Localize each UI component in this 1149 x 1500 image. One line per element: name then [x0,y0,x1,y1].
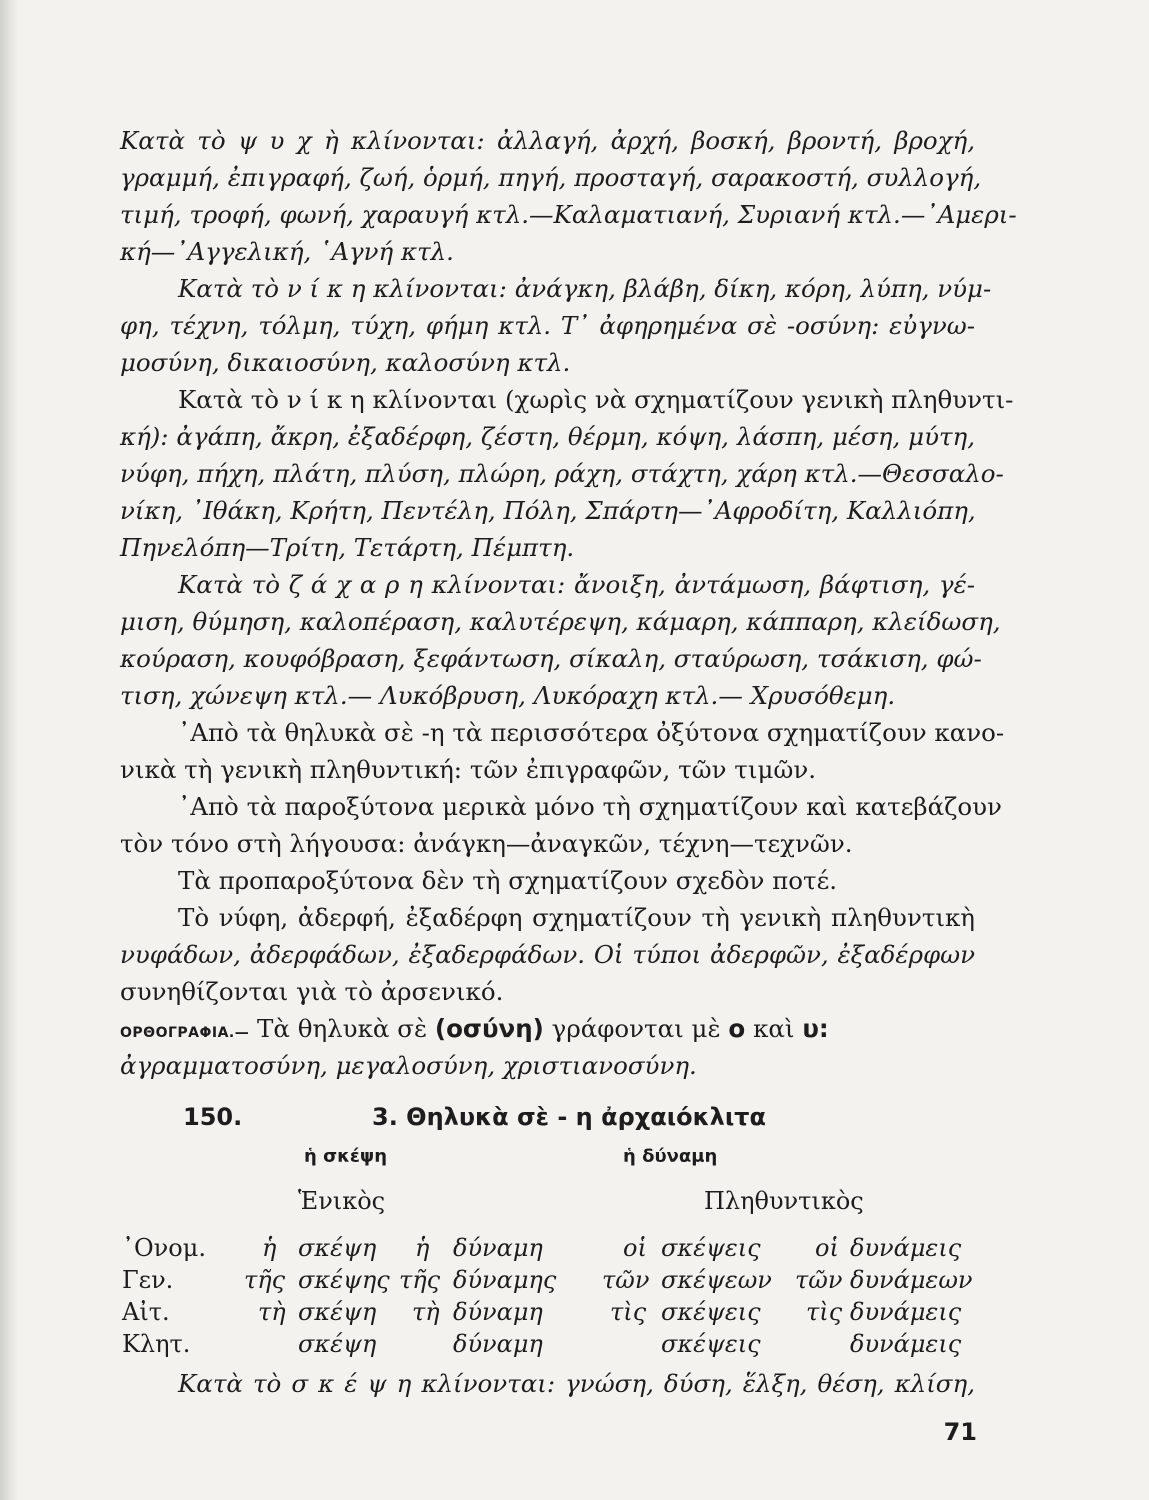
text-line: ᾿Απὸ τὰ παροξύτονα μερικὰ μόνο τὴ σχηματίζουν καὶ κατεβάζουν [178,792,1002,821]
text-line: τιση, χώνεψη κτλ.— Λυκόβρυση, Λυκόραχη κτλ.— Χρυσόθεμη. [120,681,896,710]
table-cell: σκέψη [298,1330,377,1358]
table-cell: σκέψη [298,1234,377,1262]
text-line: Τὸ νύφη, ἀδερφή, ἐξαδέρφη σχηματίζουν τὴ γενικὴ πληθυντικὴ [178,903,975,932]
table-cell: σκέψη [298,1298,377,1326]
table-cell: σκέψεις [661,1330,761,1358]
text-line: κή): ἀγάπη, ἄκρη, ἐξαδέρφη, ζέστη, θέρμη, κόψη, λάσπη, μέση, μύτη, [120,422,975,451]
text-line: Κατὰ τὸ ζ ά χ α ρ η κλίνονται: ἄνοιξη, ἀντάμωση, βάφτιση, γέ- [178,570,975,599]
table-cell: σκέψης [298,1266,390,1294]
example-word-2: ἡ δύναμη [623,1146,718,1167]
case-label: Γεν. [122,1266,174,1294]
text-line: νύφη, πήχη, πλάτη, πλύση, πλώρη, ράχη, στάχτη, χάρη κτλ.—Θεσσαλο- [120,459,1004,488]
table-cell: τὶς [806,1298,843,1326]
table-cell: δυνάμεων [850,1266,973,1294]
text-line: τὸν τόνο στὴ λήγουσα: ἀνάγκη—ἀναγκῶν, τέχνη—τεχνῶν. [120,829,853,858]
text-line: νικὰ τὴ γενικὴ πληθυντική: τῶν ἐπιγραφῶν, τῶν τιμῶν. [120,755,817,784]
table-cell: δύναμη [453,1298,543,1326]
table-cell: σκέψεων [661,1266,772,1294]
table-cell: τῆς [244,1266,286,1294]
text-line: γραμμή, ἐπιγραφή, ζωή, ὁρμή, πηγή, προσταγή, σαρακοστή, συλλογή, [120,163,982,192]
table-cell: σκέψεις [661,1298,761,1326]
table-cell: τὴ [412,1298,440,1326]
orthography-suffix: (οσύνη) [434,1014,544,1043]
text-line: μοσύνη, δικαιοσύνη, καλοσύνη κτλ. [120,348,571,377]
table-cell: δύναμη [453,1330,543,1358]
case-label: Κλητ. [122,1330,191,1358]
orthography-text: καὶ [753,1014,795,1043]
page-edge-shadow [0,0,18,1500]
text-line: Πηνελόπη—Τρίτη, Τετάρτη, Πέμπτη. [120,533,575,562]
section-title: 3. Θηλυκὰ σὲ - η ἀρχαιόκλιτα [372,1103,766,1131]
case-label: Αἰτ. [122,1298,170,1326]
table-cell: δύναμης [453,1266,557,1294]
table-cell: ἡ [415,1234,430,1262]
table-cell: δύναμη [453,1234,543,1262]
orthography-text: γράφονται μὲ [551,1014,721,1043]
text-line: Τὰ προπαροξύτονα δὲν τὴ σχηματίζουν σχεδὸν ποτέ. [178,866,838,895]
text-line: Κατὰ τὸ ν ί κ η κλίνονται: ἀνάγκη, βλάβη, δίκη, κόρη, λύπη, νύμ- [178,274,992,303]
text-line: ἀγραμματοσύνη, μεγαλοσύνη, χριστιανοσύνη. [120,1051,697,1080]
example-word-1: ἡ σκέψη [304,1146,388,1167]
table-cell: δυνάμεις [850,1330,962,1358]
singular-header: Ἑνικὸς [298,1187,386,1215]
page-number: 71 [943,1418,977,1446]
text-line: νυφάδων, ἀδερφάδων, ἐξαδερφάδων. Οἱ τύποι ἀδερφῶν, ἐξαδέρφων [120,940,975,969]
table-cell: τὶς [610,1298,647,1326]
orthography-letter: ο [728,1014,746,1043]
plural-header: Πληθυντικὸς [704,1187,864,1215]
text-line: ᾿Απὸ τὰ θηλυκὰ σὲ -η τὰ περισσότερα ὀξύτονα σχηματίζουν κανο- [178,718,1005,747]
text-line: κή—᾿Αγγελική, ῾Αγνή κτλ. [120,237,454,266]
table-cell: τὴ [258,1298,286,1326]
text-line: Κατὰ τὸ ψ υ χ ὴ κλίνονται: ἀλλαγή, ἀρχή, βοσκή, βροντή, βροχή, [120,126,975,155]
table-cell: τῆς [399,1266,441,1294]
table-cell: οἱ [623,1234,647,1262]
table-cell: τῶν [602,1266,650,1294]
text-line: κούραση, κουφόβραση, ξεφάντωση, σίκαλη, σταύρωση, τσάκιση, φώ- [120,644,982,673]
text-line: τιμή, τροφή, φωνή, χαραυγή κτλ.—Καλαματιανή, Συριανή κτλ.—᾿Αμερι- [120,200,1017,229]
table-cell: δυνάμεις [850,1234,962,1262]
table-cell: ἡ [262,1234,277,1262]
case-label: ᾿Ονομ. [122,1234,206,1262]
section-number: 150. [183,1103,243,1131]
text-line: φη, τέχνη, τόλμη, τύχη, φήμη κτλ. Τ᾿ ἀφηρημένα σὲ -οσύνη: εὐγνω- [120,311,975,340]
table-cell: δυνάμεις [850,1298,962,1326]
table-cell: οἱ [815,1234,839,1262]
text-line: Κατὰ τὸ ν ί κ η κλίνονται (χωρὶς νὰ σχηματίζουν γενικὴ πληθυντι- [178,385,1014,414]
orthography-note [120,1013,975,1049]
text-line: Κατὰ τὸ σ κ έ ψ η κλίνονται: γνώση, δύση, ἕλξη, θέση, κλίση, [178,1369,975,1398]
table-cell: σκέψεις [661,1234,761,1262]
orthography-label: ΟΡΘΟΓΡΑΦΙΑ.— [120,1025,250,1041]
text-line: συνηθίζονται γιὰ τὸ ἀρσενικό. [120,977,504,1006]
orthography-letter: υ: [802,1014,829,1043]
table-cell: τῶν [795,1266,843,1294]
orthography-text: Τὰ θηλυκὰ σὲ [257,1014,428,1043]
text-line: μιση, θύμηση, καλοπέραση, καλυτέρεψη, κάμαρη, κάππαρη, κλείδωση, [120,607,1001,636]
text-line: νίκη, ᾿Ιθάκη, Κρήτη, Πεντέλη, Πόλη, Σπάρτη—᾿Αφροδίτη, Καλλιόπη, [120,496,976,525]
